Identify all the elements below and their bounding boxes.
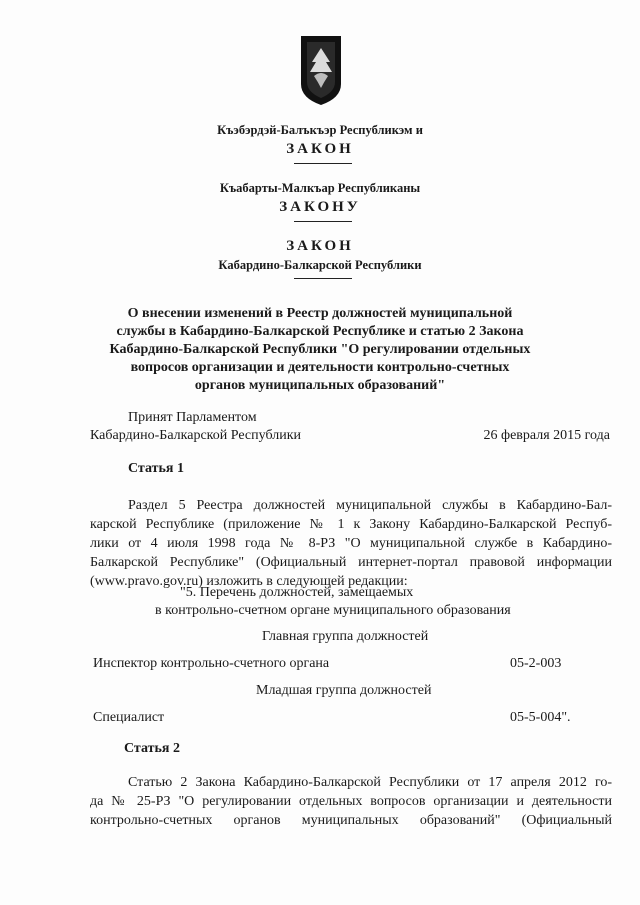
law-title-line: О внесении изменений в Реестр должностей муниципальной bbox=[127, 306, 513, 321]
law-title-line: Кабардино-Балкарской Республики "О регулировании отдельных bbox=[109, 342, 531, 357]
header-adyghe-line: Къэбэрдэй-Балъкъэр Республикэм и bbox=[217, 123, 423, 137]
header-law-word-adyghe: ЗАКОН bbox=[286, 141, 354, 157]
paragraph-line: Балкарской Республике" (Официальный интернет-портал правовой информации bbox=[90, 555, 612, 570]
article-2-heading: Статья 2 bbox=[124, 741, 180, 756]
adoption-line-1: Принят Парламентом bbox=[128, 410, 257, 425]
coat-of-arms-emblem bbox=[300, 32, 342, 106]
paragraph-line: карской Республике (приложение № 1 к Закону Кабардино-Балкарской Респуб- bbox=[90, 517, 612, 532]
position-code: 05-5-004". bbox=[510, 710, 571, 725]
position-code: 05-2-003 bbox=[510, 656, 562, 671]
paragraph-line: Раздел 5 Реестра должностей муниципальной службы в Кабардино-Бал- bbox=[128, 498, 612, 513]
header-law-word-russian: ЗАКОН bbox=[286, 238, 354, 254]
divider bbox=[294, 278, 352, 279]
article-1-heading: Статья 1 bbox=[128, 461, 184, 476]
section-title-line-2: в контрольно-счетном органе муниципального образования bbox=[155, 603, 511, 618]
divider bbox=[294, 163, 352, 164]
divider bbox=[294, 221, 352, 222]
group-heading-junior: Младшая группа должностей bbox=[256, 683, 432, 698]
law-title-line: вопросов организации и деятельности контрольно-счетных bbox=[130, 360, 510, 375]
law-title bbox=[100, 305, 540, 395]
paragraph-line: (www.pravo.gov.ru) изложить в следующей редакции: bbox=[90, 574, 408, 589]
paragraph-line: лики от 4 июля 1998 года № 8-РЗ "О муниципальной службе в Кабардино- bbox=[90, 536, 612, 551]
law-title-line: органов муниципальных образований" bbox=[194, 378, 446, 393]
header-russian-line: Кабардино-Балкарской Республики bbox=[218, 258, 422, 272]
article-1-paragraph bbox=[90, 496, 612, 591]
header-balkar-line: Къабарты-Малкъар Республиканы bbox=[219, 181, 421, 195]
paragraph-line: контрольно-счетных органов муниципальных образований" (Официальный bbox=[90, 813, 612, 828]
position-name: Инспектор контрольно-счетного органа bbox=[93, 656, 330, 671]
adoption-line-2: Кабардино-Балкарской Республики bbox=[90, 428, 301, 443]
article-2-paragraph bbox=[90, 773, 612, 830]
header-law-word-balkar: ЗАКОНУ bbox=[279, 199, 361, 215]
law-title-line: службы в Кабардино-Балкарской Республике и статью 2 Закона bbox=[116, 324, 524, 339]
adoption-date: 26 февраля 2015 года bbox=[483, 428, 610, 443]
paragraph-line: Статью 2 Закона Кабардино-Балкарской Республики от 17 апреля 2012 го- bbox=[128, 775, 612, 790]
position-name: Специалист bbox=[93, 710, 165, 725]
group-heading-main: Главная группа должностей bbox=[262, 629, 429, 644]
section-title-line-1: "5. Перечень должностей, замещаемых bbox=[180, 585, 414, 600]
paragraph-line: да № 25-РЗ "О регулировании отдельных вопросов организации и деятельности bbox=[90, 794, 612, 809]
